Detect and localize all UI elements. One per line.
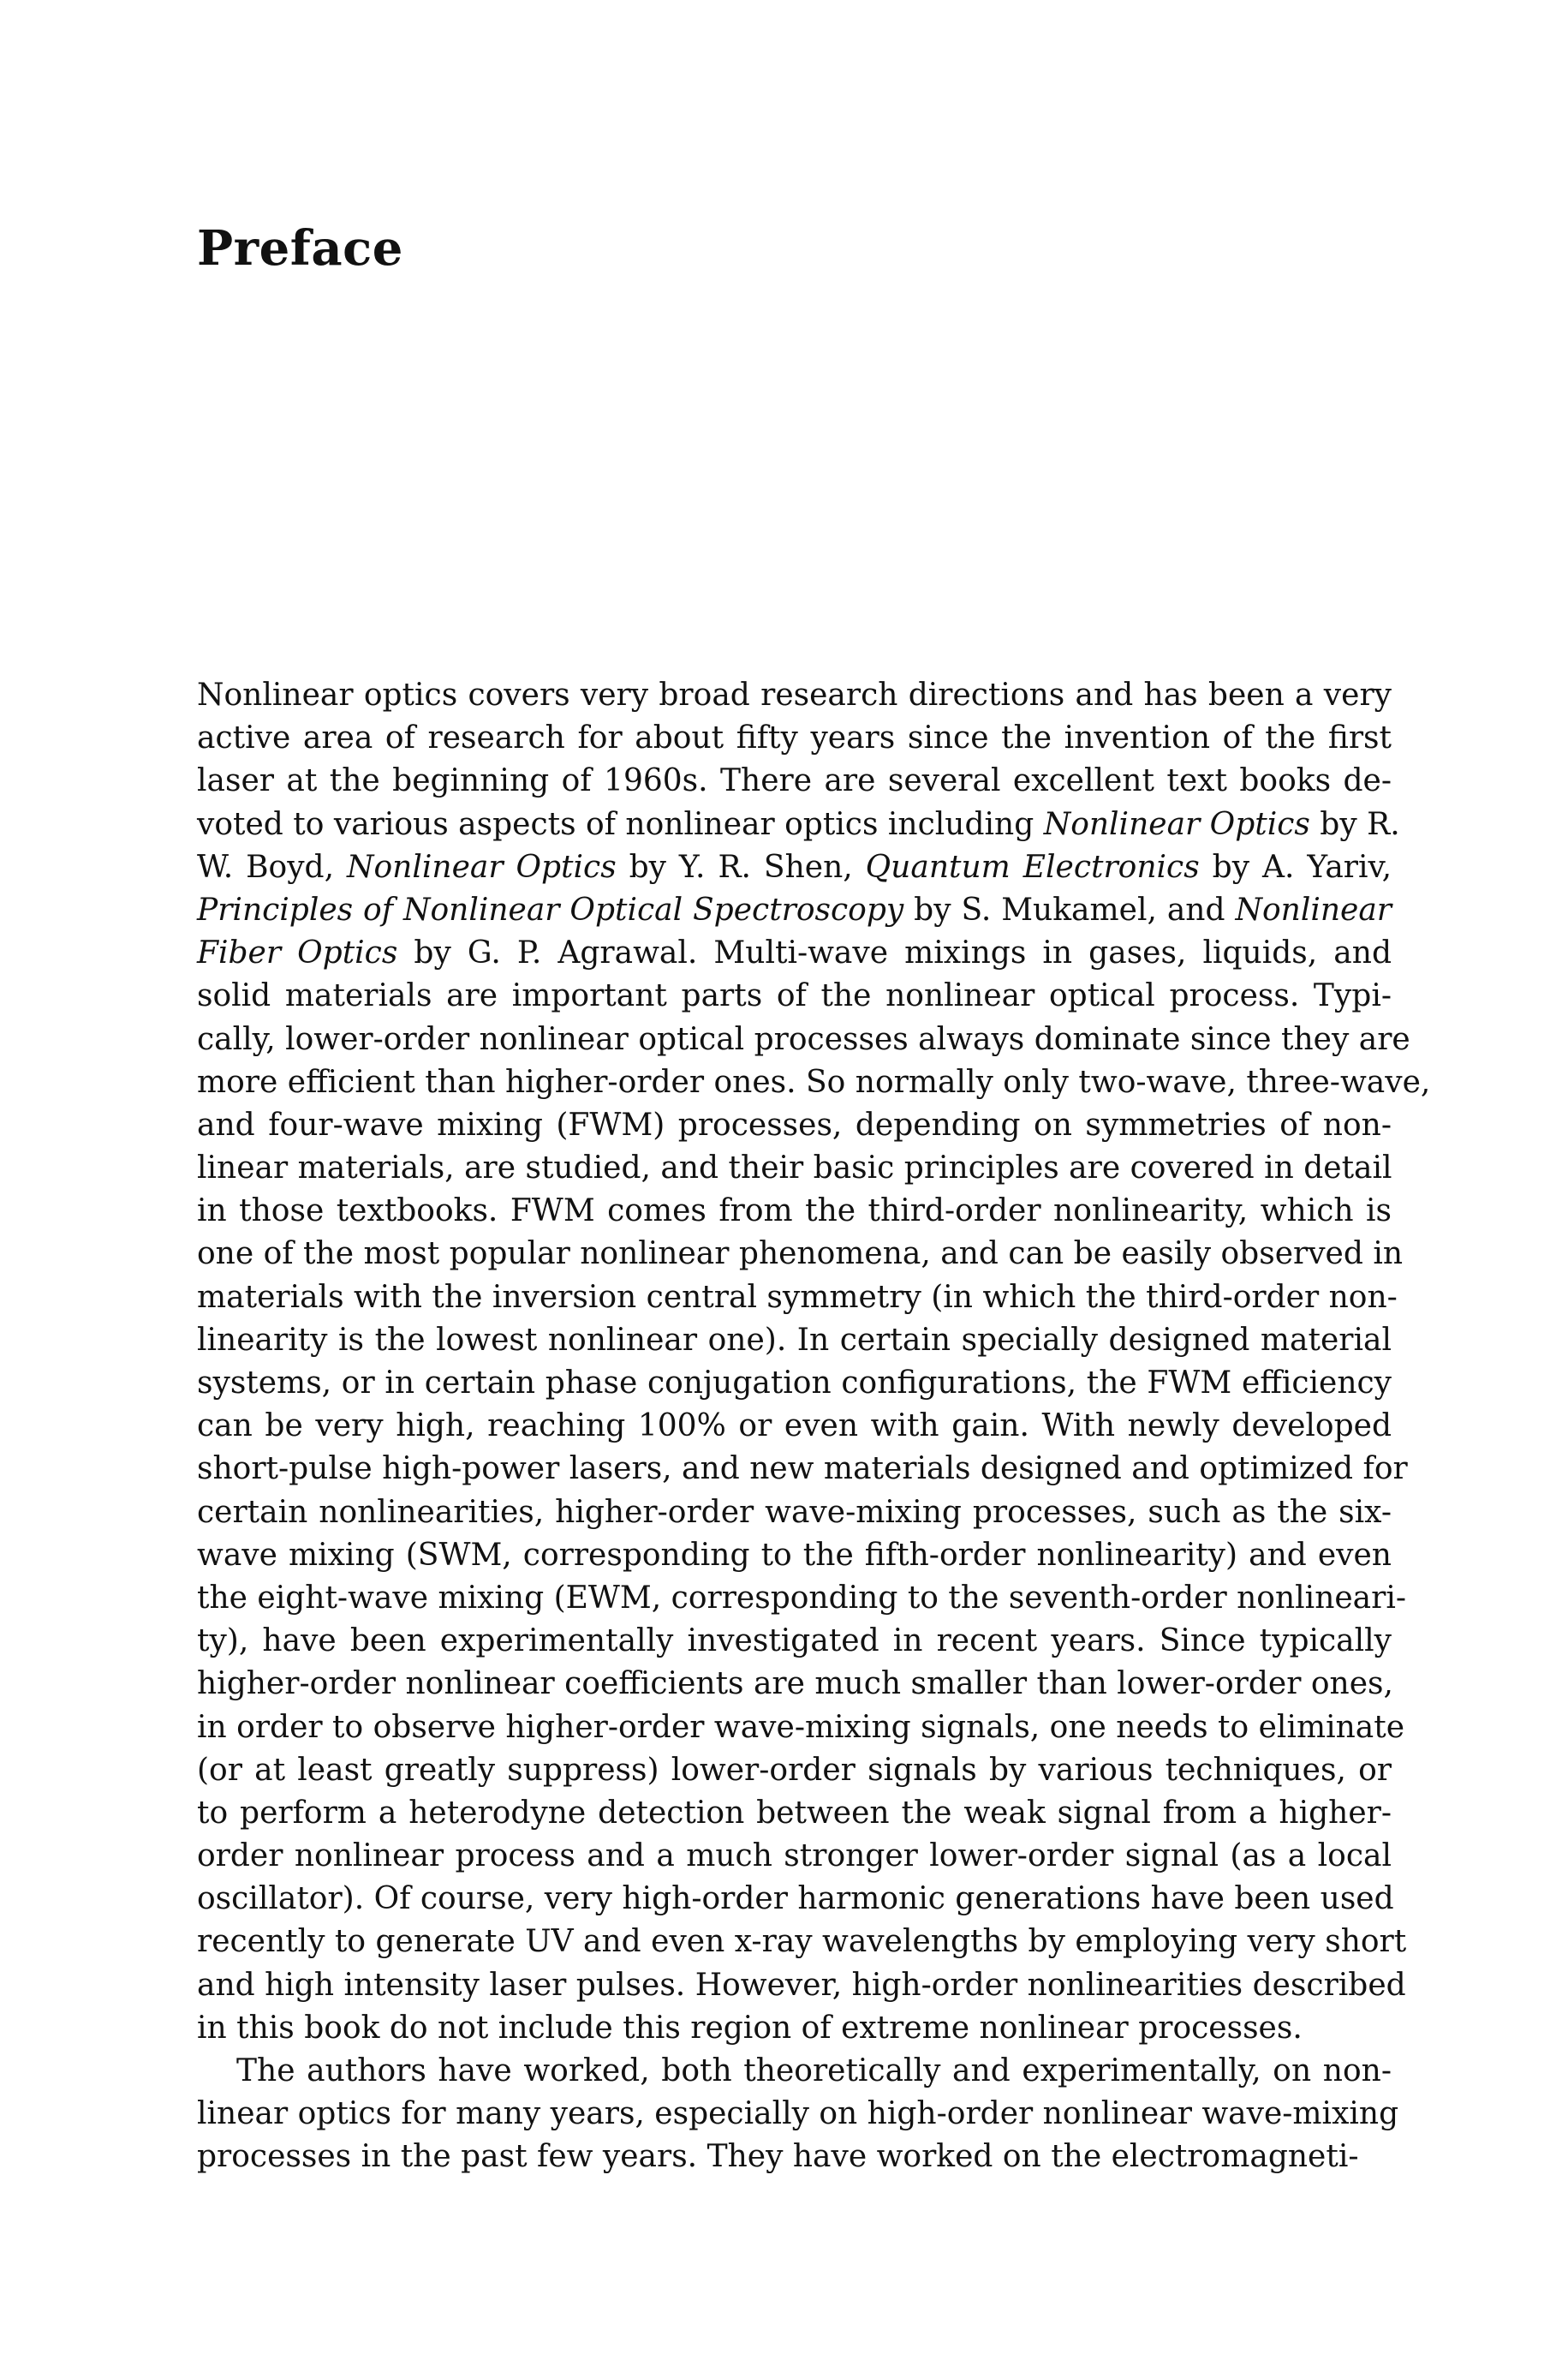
text-line [197,1620,1392,1663]
text-run: W. Boyd, [197,849,347,885]
text-line [197,1233,1404,1276]
text-run: the eight-wave mixing (EWM, corresponding to the seventh-order nonlineari- [197,1580,1407,1616]
text-line [197,1964,1406,2007]
chapter-title: Preface [197,220,403,277]
book-title-italic: Nonlinear Optics [347,849,617,885]
text-line [197,1534,1392,1577]
text-run: systems, or in certain phase conjugation configurations, the FWM efficiency [197,1365,1392,1401]
text-line [197,846,1392,889]
text-run: voted to various aspects of nonlinear optics including [197,806,1044,842]
text-run: cally, lower-order nonlinear optical processes always dominate since they are [197,1021,1410,1057]
book-title-italic: Nonlinear [1235,892,1392,928]
text-run: by Y. R. Shen, [616,849,866,885]
text-line [197,889,1392,932]
text-run: The authors have worked, both theoretically and experimentally, on non- [236,2053,1392,2088]
text-run: and four-wave mixing (FWM) processes, depending on symmetries of non- [197,1107,1392,1143]
text-line [197,1921,1407,1963]
book-title-italic: Fiber Optics [197,935,398,971]
text-line [197,1319,1392,1362]
text-line [197,804,1400,846]
text-line [197,1147,1392,1190]
text-run: linear optics for many years, especially on high-order nonlinear wave-mixing [197,2096,1399,2132]
text-line [197,1663,1392,1706]
text-line [197,674,1392,717]
text-run: ty), have been experimentally investigated in recent years. Since typically [197,1623,1392,1659]
preface-body [197,674,1431,2179]
text-run: recently to generate UV and even x-ray wavelengths by employing very short [197,1924,1407,1960]
text-run: higher-order nonlinear coefficients are much smaller than lower-order ones, [197,1666,1393,1702]
text-line [197,717,1392,760]
text-run: linearity is the lowest nonlinear one). In certain specially designed material [197,1322,1392,1358]
text-line [197,1749,1392,1792]
text-line [197,1577,1407,1620]
text-run: in this book do not include this region of extreme nonlinear processes. [197,2010,1303,2046]
text-line [197,1448,1408,1491]
text-line [197,1362,1392,1405]
text-run: in order to observe higher-order wave-mixing signals, one needs to eliminate [197,1709,1405,1745]
text-line [197,1019,1410,1061]
paragraph [197,2050,1399,2179]
text-line [197,1878,1392,1921]
paragraph [197,674,1431,2050]
text-run: short-pulse high-power lasers, and new materials designed and optimized for [197,1451,1408,1487]
text-run: and high intensity laser pulses. However, high-order nonlinearities described [197,1967,1406,2003]
text-run: solid materials are important parts of the nonlinear optical process. Typi- [197,978,1392,1014]
book-title-italic: Quantum Electronics [865,849,1200,885]
text-run: materials with the inversion central symmetry (in which the third-order non- [197,1279,1398,1315]
text-line [197,1104,1392,1147]
text-run: by R. [1309,806,1400,842]
text-run: processes in the past few years. They have worked on the electromagneti- [197,2139,1359,2175]
text-run: order nonlinear process and a much stronger lower-order signal (as a local [197,1838,1392,1874]
text-run: by A. Yariv, [1199,849,1392,885]
text-line [197,1405,1392,1448]
text-run: oscillator). Of course, very high-order harmonic generations have been used [197,1881,1394,1917]
text-run: one of the most popular nonlinear phenomena, and can be easily observed in [197,1236,1404,1272]
text-line [197,2136,1392,2178]
text-line [197,760,1392,803]
text-line [197,2007,1392,2050]
text-line [197,1491,1392,1534]
text-line [197,1061,1431,1104]
text-run: wave mixing (SWM, corresponding to the fifth-order nonlinearity) and even [197,1537,1392,1573]
book-title-italic: Nonlinear Optics [1043,806,1310,842]
text-line [197,1276,1398,1319]
text-line [197,1706,1405,1749]
text-line [197,2093,1399,2136]
text-run: linear materials, are studied, and their basic principles are covered in detail [197,1150,1392,1186]
text-line [197,1792,1392,1835]
text-run: active area of research for about fifty years since the invention of the first [197,720,1392,756]
text-run: to perform a heterodyne detection between the weak signal from a higher- [197,1795,1392,1831]
text-run: Nonlinear optics covers very broad research directions and has been a very [197,678,1392,713]
text-run: more efficient than higher-order ones. So normally only two-wave, three-wave, [197,1064,1431,1100]
text-line [197,975,1392,1018]
text-line [197,1835,1392,1878]
text-line [197,932,1392,975]
text-run: by S. Mukamel, and [903,892,1236,928]
text-run: laser at the beginning of 1960s. There are several excellent text books de- [197,763,1392,799]
book-title-italic: Principles of Nonlinear Optical Spectroscopy [197,892,904,928]
text-run: (or at least greatly suppress) lower-order signals by various techniques, or [197,1752,1392,1788]
text-line [197,2050,1392,2093]
text-run: by G. P. Agrawal. Multi-wave mixings in gases, liquids, and [397,935,1392,971]
text-run: certain nonlinearities, higher-order wave-mixing processes, such as the six- [197,1494,1392,1530]
text-line [197,1190,1392,1233]
text-run: in those textbooks. FWM comes from the third-order nonlinearity, which is [197,1193,1392,1229]
text-run: can be very high, reaching 100% or even with gain. With newly developed [197,1408,1392,1444]
